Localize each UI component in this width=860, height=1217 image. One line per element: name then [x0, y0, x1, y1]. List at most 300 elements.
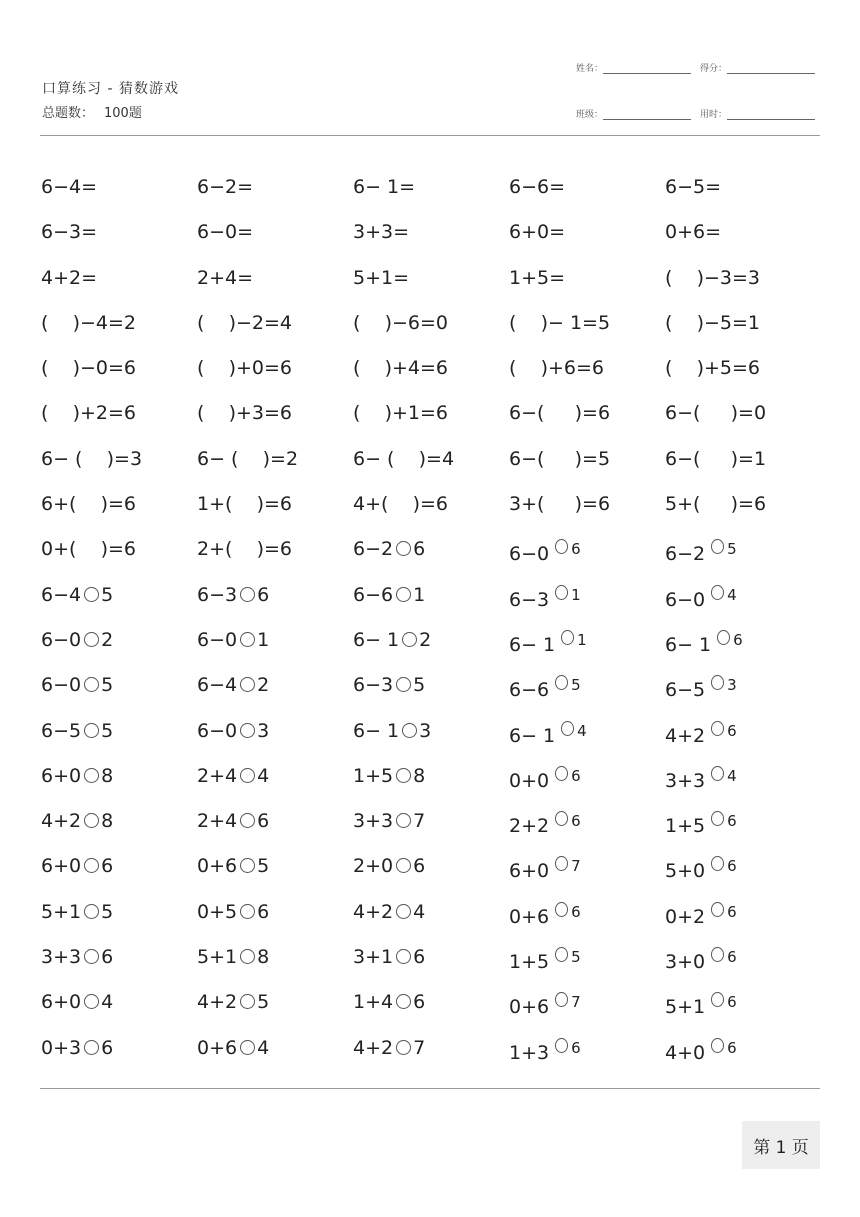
compare-value: 4: [727, 766, 737, 785]
problem-grid: [41, 170, 821, 1076]
compare-expression: 3+3: [41, 946, 82, 969]
compare-value: 6: [571, 902, 581, 921]
compare-circle[interactable]: [555, 675, 568, 690]
compare-circle[interactable]: [84, 632, 99, 647]
compare-expression: 1+5: [665, 815, 706, 838]
compare-value: 5: [571, 948, 581, 967]
problem-row: [41, 215, 821, 260]
problem-item[interactable]: [665, 306, 760, 340]
problem-item[interactable]: [41, 261, 97, 295]
time-field[interactable]: [700, 107, 815, 120]
problem-item[interactable]: [353, 261, 409, 295]
compare-circle[interactable]: [240, 677, 255, 692]
problem-item[interactable]: [197, 532, 292, 566]
problem-item[interactable]: [509, 396, 610, 430]
compare-expression: 6−6: [353, 583, 394, 606]
problem-item[interactable]: [353, 623, 431, 657]
class-line: [603, 109, 691, 120]
problem-row: [41, 895, 821, 940]
problem-item[interactable]: [509, 306, 610, 340]
compare-value: 8: [101, 764, 114, 787]
problem-item[interactable]: [41, 170, 97, 204]
problem-item[interactable]: [665, 1031, 737, 1070]
compare-circle[interactable]: [711, 947, 724, 962]
problem-item[interactable]: [41, 985, 113, 1019]
compare-circle[interactable]: [240, 994, 255, 1009]
problem-item[interactable]: [665, 623, 743, 662]
problem-text: ( )−5=1: [665, 311, 760, 334]
compare-value: 7: [571, 857, 581, 876]
problem-item[interactable]: [197, 578, 269, 612]
compare-expression: 6−0: [665, 588, 706, 611]
compare-circle[interactable]: [396, 677, 411, 692]
total-value: 100题: [104, 106, 142, 121]
problem-item[interactable]: [197, 849, 269, 883]
problem-text: 4+2=: [41, 266, 98, 289]
compare-expression: 5+1: [665, 996, 706, 1019]
problem-text: 3+3=: [353, 221, 410, 244]
problem-item[interactable]: [353, 759, 425, 793]
compare-circle[interactable]: [396, 904, 411, 919]
problem-text: ( )−4=2: [41, 311, 136, 334]
compare-circle[interactable]: [396, 949, 411, 964]
compare-circle[interactable]: [396, 858, 411, 873]
compare-value: 7: [571, 993, 581, 1012]
compare-value: 3: [257, 719, 270, 742]
compare-circle[interactable]: [555, 539, 568, 554]
problem-item[interactable]: [665, 804, 737, 843]
compare-circle[interactable]: [711, 539, 724, 554]
compare-circle[interactable]: [84, 1040, 99, 1055]
compare-value: 6: [101, 1036, 114, 1059]
problem-text: 6− 1=: [353, 176, 416, 198]
compare-value: 1: [577, 630, 587, 649]
problem-text: ( )−2=4: [197, 311, 292, 334]
compare-value: 4: [577, 721, 587, 740]
problem-item[interactable]: [197, 985, 269, 1019]
problem-text: ( )+5=6: [665, 357, 760, 380]
problem-item[interactable]: [509, 714, 587, 753]
compare-circle[interactable]: [555, 902, 568, 917]
compare-circle[interactable]: [396, 541, 411, 556]
compare-value: 1: [257, 628, 270, 651]
problem-text: 6−2=: [197, 176, 254, 198]
problem-item[interactable]: [509, 532, 581, 571]
problem-item[interactable]: [509, 623, 587, 662]
problem-item[interactable]: [509, 895, 581, 934]
problem-item[interactable]: [197, 351, 292, 385]
problem-item[interactable]: [509, 940, 581, 979]
problem-item[interactable]: [353, 804, 425, 838]
problem-item[interactable]: [665, 215, 721, 249]
compare-value: 6: [727, 993, 737, 1012]
problem-item[interactable]: [41, 623, 113, 657]
problem-text: ( )+4=6: [353, 357, 448, 380]
problem-item[interactable]: [41, 759, 113, 793]
compare-value: 4: [413, 900, 426, 923]
compare-value: 5: [101, 900, 114, 923]
problem-item[interactable]: [509, 804, 581, 843]
compare-value: 6: [101, 946, 114, 969]
compare-value: 8: [101, 810, 114, 833]
compare-value: 6: [571, 766, 581, 785]
problem-text: 4+( )=6: [353, 493, 448, 516]
problem-item[interactable]: [665, 396, 766, 430]
problem-text: 6− ( )=4: [353, 447, 455, 470]
problem-item[interactable]: [665, 714, 737, 753]
problem-text: ( )+3=6: [197, 402, 292, 425]
problem-item[interactable]: [41, 714, 113, 748]
compare-expression: 0+6: [197, 1036, 238, 1059]
compare-value: 6: [727, 812, 737, 831]
name-line: [603, 63, 691, 74]
problem-item[interactable]: [41, 306, 136, 340]
compare-expression: 0+5: [197, 900, 238, 923]
compare-expression: 1+4: [353, 991, 394, 1014]
problem-item[interactable]: [665, 170, 721, 204]
problem-text: 1+( )=6: [197, 493, 292, 516]
compare-expression: 4+2: [41, 810, 82, 833]
problem-row: [41, 714, 821, 759]
compare-circle[interactable]: [717, 630, 730, 645]
problem-item[interactable]: [41, 895, 113, 929]
problem-item[interactable]: [197, 623, 269, 657]
compare-circle[interactable]: [396, 1040, 411, 1055]
problem-item[interactable]: [197, 170, 253, 204]
compare-circle[interactable]: [402, 632, 417, 647]
problem-text: ( )− 1=5: [509, 311, 611, 334]
compare-value: 6: [733, 630, 743, 649]
problem-item[interactable]: [665, 532, 737, 571]
name-label: 姓名：: [576, 64, 604, 74]
compare-expression: 5+1: [197, 946, 238, 969]
problem-item[interactable]: [353, 170, 415, 204]
class-field[interactable]: [576, 107, 691, 120]
compare-expression: 6+0: [509, 860, 550, 883]
compare-circle[interactable]: [555, 585, 568, 600]
compare-expression: 6− 1: [353, 628, 400, 651]
time-label: 用时：: [700, 110, 728, 120]
problem-item[interactable]: [353, 578, 425, 612]
compare-circle[interactable]: [555, 1038, 568, 1053]
compare-value: 5: [257, 855, 270, 878]
problem-text: 5+1=: [353, 266, 410, 289]
compare-circle[interactable]: [240, 632, 255, 647]
compare-circle[interactable]: [402, 723, 417, 738]
problem-item[interactable]: [665, 759, 737, 798]
compare-circle[interactable]: [396, 813, 411, 828]
compare-expression: 4+2: [665, 724, 706, 747]
compare-value: 3: [727, 676, 737, 695]
compare-expression: 6− 1: [353, 719, 400, 742]
problem-item[interactable]: [353, 985, 425, 1019]
problem-text: 2+( )=6: [197, 538, 292, 561]
compare-value: 3: [419, 719, 432, 742]
compare-circle[interactable]: [396, 768, 411, 783]
problem-item[interactable]: [197, 215, 253, 249]
compare-circle[interactable]: [711, 902, 724, 917]
problem-text: ( )+6=6: [509, 357, 604, 380]
problem-item[interactable]: [41, 532, 136, 566]
compare-circle[interactable]: [240, 904, 255, 919]
problem-item[interactable]: [665, 351, 760, 385]
compare-value: 1: [413, 583, 426, 606]
class-label: 班级：: [576, 110, 604, 120]
problem-text: 6− ( )=2: [197, 447, 299, 470]
compare-value: 6: [413, 991, 426, 1014]
compare-circle[interactable]: [711, 766, 724, 781]
problem-item[interactable]: [665, 261, 760, 295]
problem-text: ( )+0=6: [197, 357, 292, 380]
compare-value: 8: [257, 946, 270, 969]
problem-item[interactable]: [665, 985, 737, 1024]
problem-item[interactable]: [197, 759, 269, 793]
problem-item[interactable]: [509, 442, 610, 476]
compare-circle[interactable]: [561, 630, 574, 645]
compare-value: 4: [257, 1036, 270, 1059]
compare-circle[interactable]: [711, 1038, 724, 1053]
compare-expression: 6−0: [197, 719, 238, 742]
compare-circle[interactable]: [84, 677, 99, 692]
compare-value: 4: [727, 585, 737, 604]
compare-expression: 5+0: [665, 860, 706, 883]
problem-item[interactable]: [509, 578, 581, 617]
problem-item[interactable]: [665, 487, 766, 521]
problem-item[interactable]: [353, 306, 448, 340]
compare-circle[interactable]: [84, 587, 99, 602]
compare-value: 6: [727, 1038, 737, 1057]
problem-item[interactable]: [353, 849, 425, 883]
compare-circle[interactable]: [711, 585, 724, 600]
problem-item[interactable]: [665, 849, 737, 888]
compare-value: 6: [727, 857, 737, 876]
problem-item[interactable]: [197, 714, 269, 748]
compare-circle[interactable]: [240, 723, 255, 738]
compare-circle[interactable]: [711, 856, 724, 871]
problem-item[interactable]: [41, 396, 136, 430]
compare-expression: 4+2: [353, 1036, 394, 1059]
compare-value: 5: [101, 719, 114, 742]
problem-row: [41, 849, 821, 894]
problem-item[interactable]: [197, 306, 292, 340]
problem-item[interactable]: [353, 487, 448, 521]
compare-expression: 5+1: [41, 900, 82, 923]
compare-expression: 1+5: [509, 951, 550, 974]
problem-text: 6−( )=0: [665, 402, 767, 425]
problem-item[interactable]: [41, 351, 136, 385]
problem-row: [41, 940, 821, 985]
problem-text: 6−( )=6: [509, 402, 611, 425]
compare-circle[interactable]: [240, 949, 255, 964]
problem-item[interactable]: [665, 668, 737, 707]
problem-item[interactable]: [353, 1031, 425, 1065]
compare-expression: 6−0: [509, 543, 550, 566]
compare-value: 6: [257, 900, 270, 923]
compare-circle[interactable]: [396, 994, 411, 1009]
compare-circle[interactable]: [240, 587, 255, 602]
compare-expression: 2+0: [353, 855, 394, 878]
problem-item[interactable]: [41, 1031, 113, 1065]
problem-row: [41, 1031, 821, 1076]
name-field[interactable]: [576, 61, 691, 74]
compare-circle[interactable]: [561, 721, 574, 736]
problem-text: ( )+2=6: [41, 402, 136, 425]
problem-item[interactable]: [665, 578, 737, 617]
problem-item[interactable]: [509, 985, 581, 1024]
problem-row: [41, 487, 821, 532]
compare-expression: 6−4: [197, 674, 238, 697]
problem-item[interactable]: [197, 396, 292, 430]
problem-item[interactable]: [197, 895, 269, 929]
problem-row: [41, 668, 821, 713]
compare-value: 6: [413, 946, 426, 969]
problem-row: [41, 170, 821, 215]
compare-circle[interactable]: [84, 994, 99, 1009]
problem-text: 6−3=: [41, 221, 98, 244]
compare-circle[interactable]: [396, 587, 411, 602]
compare-circle[interactable]: [84, 904, 99, 919]
problem-item[interactable]: [197, 442, 298, 476]
problem-item[interactable]: [41, 668, 113, 702]
compare-circle[interactable]: [555, 947, 568, 962]
problem-text: ( )−6=0: [353, 311, 448, 334]
compare-value: 4: [101, 991, 114, 1014]
problem-item[interactable]: [197, 804, 269, 838]
compare-circle[interactable]: [711, 992, 724, 1007]
compare-value: 2: [257, 674, 270, 697]
problem-item[interactable]: [41, 804, 113, 838]
compare-value: 8: [413, 764, 426, 787]
compare-expression: 1+5: [353, 764, 394, 787]
problem-text: 6−5=: [665, 176, 722, 198]
compare-circle[interactable]: [711, 675, 724, 690]
problem-item[interactable]: [665, 895, 737, 934]
compare-expression: 6− 1: [665, 633, 712, 656]
compare-circle[interactable]: [555, 992, 568, 1007]
compare-circle[interactable]: [555, 856, 568, 871]
compare-expression: 4+2: [353, 900, 394, 923]
problem-text: 6−( )=1: [665, 447, 767, 470]
compare-value: 5: [571, 676, 581, 695]
compare-value: 6: [413, 538, 426, 561]
problem-item[interactable]: [509, 487, 610, 521]
compare-expression: 6−2: [665, 543, 706, 566]
problem-item[interactable]: [665, 442, 766, 476]
problem-item[interactable]: [353, 668, 425, 702]
problem-item[interactable]: [197, 487, 292, 521]
compare-expression: 6−0: [41, 674, 82, 697]
problem-item[interactable]: [41, 442, 142, 476]
compare-value: 5: [101, 674, 114, 697]
compare-expression: 6− 1: [509, 724, 556, 747]
compare-expression: 6− 1: [509, 633, 556, 656]
compare-circle[interactable]: [84, 858, 99, 873]
compare-circle[interactable]: [84, 949, 99, 964]
problem-item[interactable]: [353, 895, 425, 929]
problem-item[interactable]: [353, 940, 425, 974]
problem-item[interactable]: [509, 759, 581, 798]
problem-row: [41, 578, 821, 623]
page-number: 第 1 页: [742, 1121, 820, 1169]
compare-circle[interactable]: [555, 766, 568, 781]
problem-item[interactable]: [353, 532, 425, 566]
problem-item[interactable]: [353, 351, 448, 385]
compare-circle[interactable]: [84, 813, 99, 828]
problem-row: [41, 306, 821, 351]
problem-item[interactable]: [353, 714, 431, 748]
problem-row: [41, 396, 821, 441]
problem-row: [41, 351, 821, 396]
compare-expression: 6+0: [41, 764, 82, 787]
problem-item[interactable]: [353, 396, 448, 430]
problem-item[interactable]: [509, 849, 581, 888]
problem-item[interactable]: [41, 849, 113, 883]
problem-item[interactable]: [509, 668, 581, 707]
compare-circle[interactable]: [240, 813, 255, 828]
problem-text: 6+( )=6: [41, 493, 136, 516]
compare-expression: 6+0: [41, 991, 82, 1014]
problem-item[interactable]: [197, 1031, 269, 1065]
problem-item[interactable]: [509, 170, 565, 204]
problem-item[interactable]: [197, 940, 269, 974]
problem-item[interactable]: [509, 261, 565, 295]
compare-value: 5: [257, 991, 270, 1014]
compare-circle[interactable]: [84, 768, 99, 783]
problem-item[interactable]: [353, 442, 454, 476]
compare-expression: 2+4: [197, 764, 238, 787]
problem-text: 6−( )=5: [509, 447, 611, 470]
compare-circle[interactable]: [711, 811, 724, 826]
footer-divider: [40, 1088, 820, 1089]
problem-item[interactable]: [41, 215, 97, 249]
problem-item[interactable]: [197, 668, 269, 702]
compare-circle[interactable]: [240, 858, 255, 873]
problem-item[interactable]: [665, 940, 737, 979]
compare-value: 6: [257, 810, 270, 833]
problem-row: [41, 532, 821, 577]
compare-circle[interactable]: [240, 768, 255, 783]
problem-item[interactable]: [41, 940, 113, 974]
compare-value: 2: [101, 628, 114, 651]
compare-circle[interactable]: [240, 1040, 255, 1055]
compare-expression: 6−5: [41, 719, 82, 742]
compare-expression: 2+4: [197, 810, 238, 833]
problem-text: 3+( )=6: [509, 493, 611, 516]
compare-value: 6: [571, 812, 581, 831]
problem-item[interactable]: [41, 578, 113, 612]
problem-item[interactable]: [197, 261, 253, 295]
problem-text: 6−0=: [197, 221, 254, 244]
problem-item[interactable]: [509, 351, 604, 385]
compare-expression: 0+6: [509, 905, 550, 928]
score-field[interactable]: [700, 61, 815, 74]
problem-item[interactable]: [41, 487, 136, 521]
compare-value: 7: [413, 1036, 426, 1059]
compare-value: 5: [727, 540, 737, 559]
compare-circle[interactable]: [711, 721, 724, 736]
compare-circle[interactable]: [84, 723, 99, 738]
problem-item[interactable]: [353, 215, 409, 249]
compare-value: 4: [257, 764, 270, 787]
compare-value: 5: [413, 674, 426, 697]
problem-item[interactable]: [509, 215, 565, 249]
worksheet-title: 口算练习 - 猜数游戏: [42, 81, 179, 97]
problem-row: [41, 442, 821, 487]
problem-row: [41, 759, 821, 804]
compare-circle[interactable]: [555, 811, 568, 826]
problem-item[interactable]: [509, 1031, 581, 1070]
compare-expression: 6−6: [509, 679, 550, 702]
